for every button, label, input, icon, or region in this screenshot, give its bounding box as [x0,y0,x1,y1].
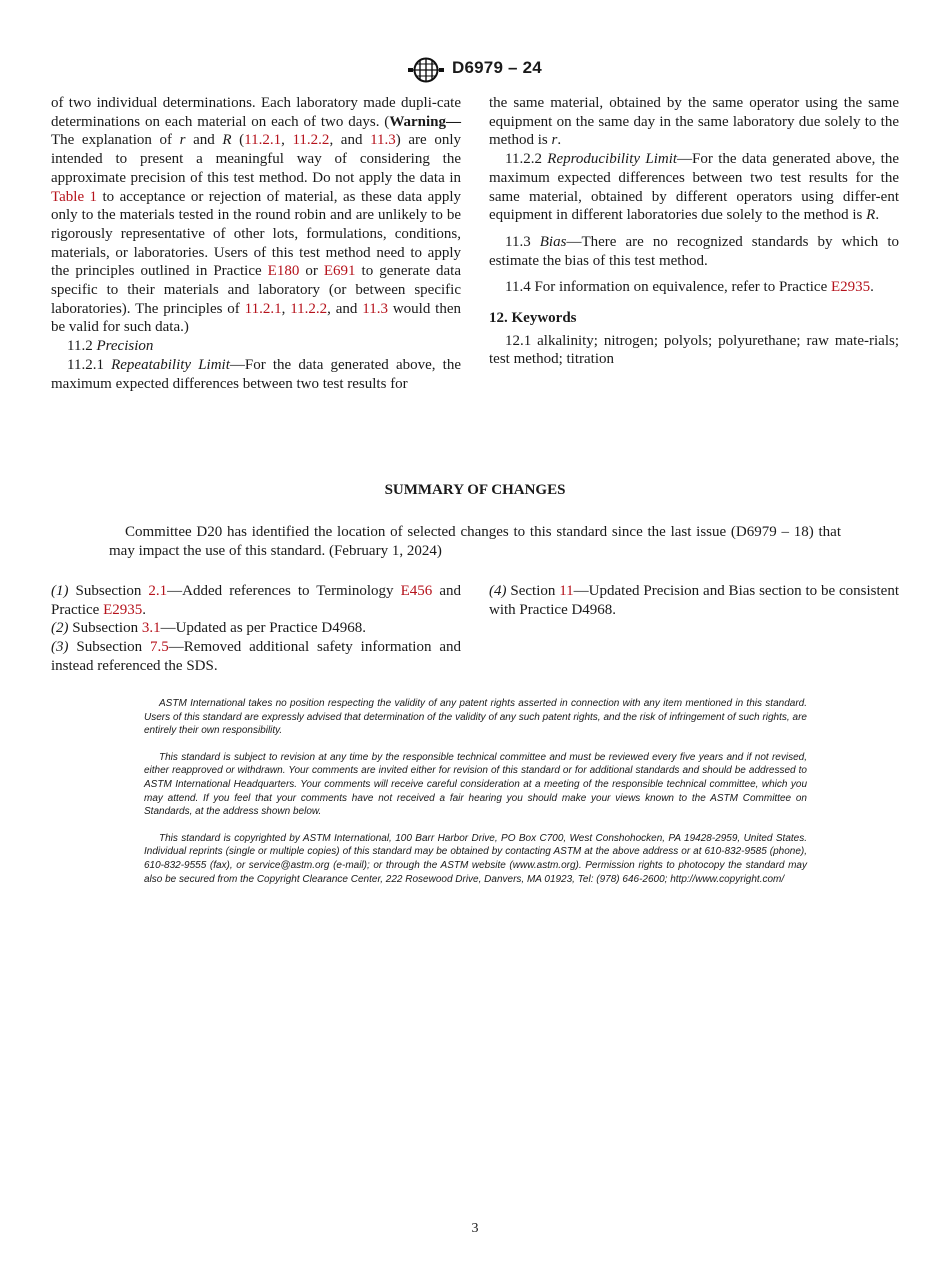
page-header [0,57,950,83]
change-item-3: (3) Subsection 7.5—Removed additional safety information and instead referenced the SDS. [51,639,461,674]
link-table-1[interactable]: Table 1 [51,188,98,205]
legal-notices [144,697,807,899]
keywords-heading: 12. Keywords [489,310,577,327]
section-11-3: 11.3 Bias—There are no recognized standards by which to estimate the bias of this test method. [489,233,899,269]
link-3-1[interactable]: 3.1 [141,620,161,637]
link-11-2-2[interactable]: 11.2.2 [292,132,330,149]
section-11-2-2: 11.2.2 Reproducibility Limit—For the data generated above, the maximum expected differences between two test results for the same material, obtained by different operators using differ-ent equipment in different laboratories due solely to the method is R. [489,151,899,224]
astm-logo-icon [408,57,444,83]
summary-title: SUMMARY OF CHANGES [384,482,566,498]
copyright-notice: This standard is copyrighted by ASTM International, 100 Barr Harbor Drive, PO Box C700, West Conshohocken, PA 19428-2959, United States. Individual reprints (single or multiple copies) of this standard may be obtained by contacting ASTM at the above address or at 610-832-9585 (phone), 610-832-9555 (fax), or service@astm.org (e-mail); or through the ASTM website (www.astm.org). Permission rights to photocopy the standard may also be secured from the Copyright Clearance Center, 222 Rosewood Drive, Danvers, MA 01923, Tel: (978) 646-2600; http://www.copyright.com/ [144,832,807,885]
link-2-1[interactable]: 2.1 [148,583,168,599]
changes-left-column [51,582,461,676]
section-11-2: 11.2 Precision [67,338,154,355]
link-11-3[interactable]: 11.3 [370,132,396,149]
section-11-4: 11.4 For information on equivalence, refer to Practice E2935. [505,279,874,296]
link-11-3-b[interactable]: 11.3 [362,300,388,317]
change-item-4: (4) Section 11—Updated Precision and Bias section to be consistent with Practice D4968. [489,583,899,618]
revision-notice: This standard is subject to revision at any time by the responsible technical committee and must be reviewed every five years and if not revised, either reapproved or withdrawn. Your comments are invited either for revision of this standard or for additional standards and should be addressed to ASTM International Headquarters. Your comments will receive careful consideration at a meeting of the responsible technical committee, which you may attend. If you feel that your comments have not received a fair hearing you should make your views known to the ASTM Committee on Standards, at the address shown below. [144,751,807,818]
link-e456[interactable]: E456 [400,583,433,599]
patent-notice: ASTM International takes no position respecting the validity of any patent rights asserted in connection with any item mentioned in this standard. Users of this standard are expressly advised that determination of the validity of any such patent rights, and the risk of infringement of such rights, are entirely their own responsibility. [144,698,807,737]
document-id: D6979 – 24 [452,58,542,77]
change-item-2: (2) Subsection 3.1—Updated as per Practice D4968. [51,620,366,637]
repeatability-continued: the same material, obtained by the same operator using the same equipment on the same day in the same laboratory due solely to the method is r. [489,95,899,149]
left-column [51,94,461,393]
link-e2935[interactable]: E2935 [831,279,871,296]
page-number: 3 [471,1221,479,1236]
link-e691[interactable]: E691 [323,263,356,280]
changes-right-column [489,582,899,619]
link-11-2-2-b[interactable]: 11.2.2 [290,300,328,317]
link-e2935-summary[interactable]: E2935 [103,601,143,618]
link-11-2-1-b[interactable]: 11.2.1 [244,300,282,317]
link-section-11[interactable]: 11 [559,583,574,599]
change-item-1: (1) Subsection 2.1—Added references to Terminology E456 and Practice E2935. [51,583,461,618]
summary-intro: Committee D20 has identified the location of selected changes to this standard since the last issue (D6979 – 18) that may impact the use of this standard. (February 1, 2024) [109,524,841,559]
section-11-2-1: 11.2.1 Repeatability Limit—For the data generated above, the maximum expected differences between two test results for [51,356,461,392]
link-e180[interactable]: E180 [267,263,300,280]
link-11-2-1[interactable]: 11.2.1 [244,132,282,149]
right-column [489,94,899,369]
warning-paragraph: of two individual determinations. Each laboratory made dupli-cate determinations on each material on each of two days. (Warning—The explanation of r and R (11.2.1, 11.2.2, and 11.3) are only intended to present a meaningful way of considering the approximate precision of this test method. Do not apply the data in Table 1 to acceptance or rejection of material, as these data apply only to the materials tested in the round robin and are unlikely to be rigorously representative of other lots, formulations, conditions, materials, or laboratories. Users of this test method need to apply the principles outlined in Practice E180 or E691 to generate data specific to their materials and laboratory (or between specific laboratories). The principles of 11.2.1, 11.2.2, and 11.3 would then be valid for such data.) [51,95,461,336]
link-7-5[interactable]: 7.5 [150,639,169,656]
keywords-text: 12.1 alkalinity; nitrogen; polyols; polyurethane; raw mate-rials; test method; titration [489,332,899,368]
